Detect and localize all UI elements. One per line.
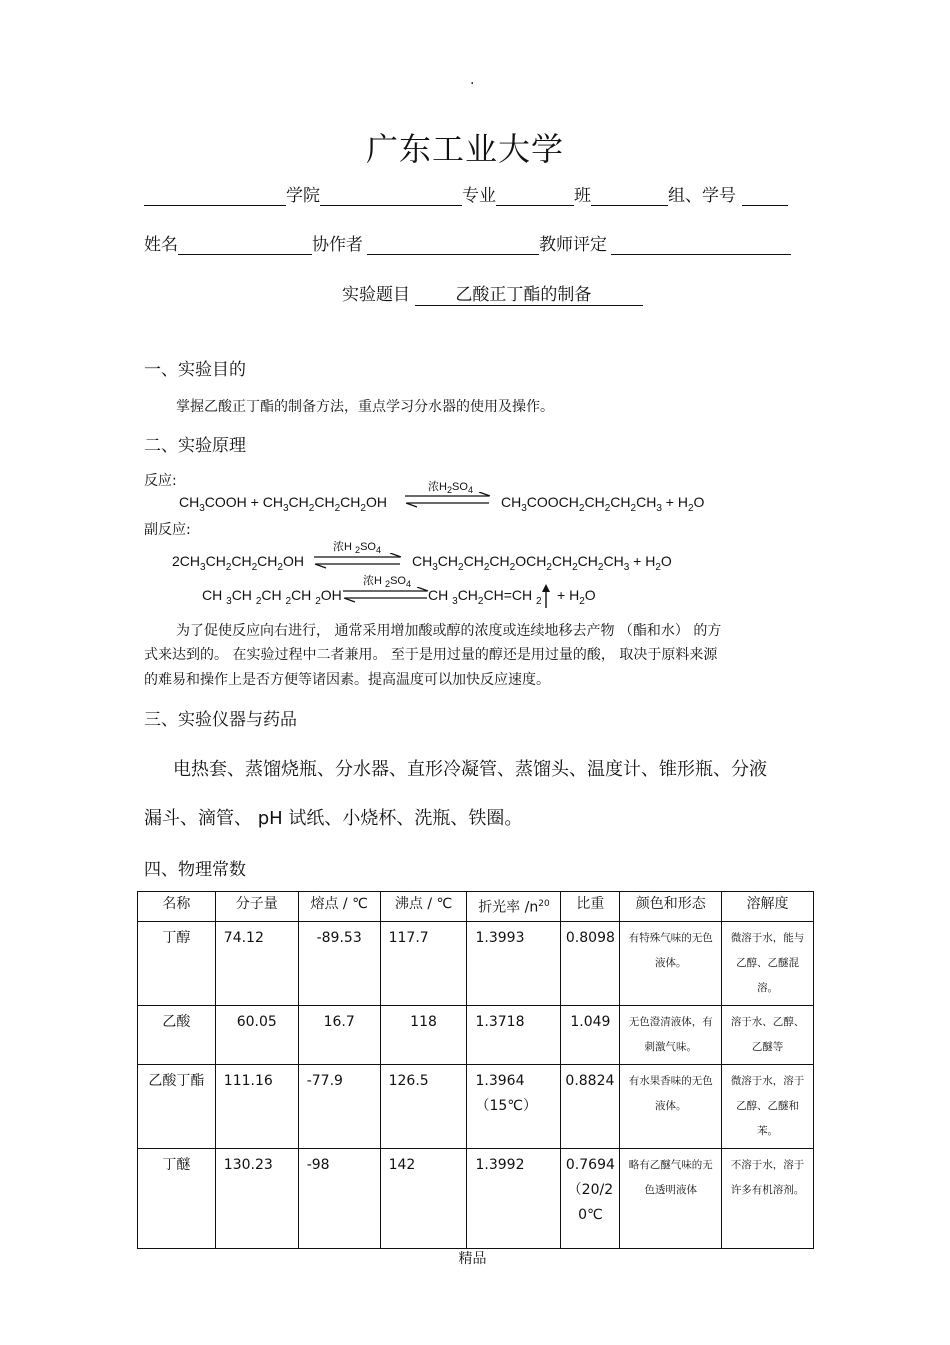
header-mw: 分子量 (215, 892, 298, 922)
cell-density: 0.8824 (561, 1064, 620, 1148)
cell-mp: -77.9 (298, 1064, 380, 1148)
side-reaction-label: 副反应: (144, 522, 191, 538)
cell-name: 丁醚 (138, 1148, 216, 1248)
catalyst-label-3: 浓H $_2SO_4$ (363, 575, 412, 590)
cell-mp: -89.53 (298, 921, 380, 1005)
section-1-title: 一、实验目的 (144, 360, 246, 380)
side-reaction-2-products: CH $_3CH_2CH=CH$ $_2$ (428, 587, 542, 607)
header-dot: . (470, 72, 475, 88)
topic-value: 乙酸正丁酯的制备 (415, 280, 643, 306)
cell-density: 1.049 (561, 1005, 620, 1064)
section-2-title: 二、实验原理 (144, 436, 246, 456)
section-4-title: 四、物理常数 (144, 860, 246, 880)
table-row (138, 921, 814, 1005)
equipment-line-2: 漏斗、滴管、 pH 试纸、小烧杯、洗瓶、铁圈。 (144, 808, 523, 829)
table-row (138, 1148, 814, 1248)
cell-density: 0.7694（20/20℃ (561, 1148, 620, 1248)
side-reaction-2-reactants: CH $_3$CH $_2$CH $_2$CH $_2$OH (202, 587, 342, 607)
cell-form: 有水果香味的无色液体。 (620, 1064, 722, 1148)
page-footer: 精品 (458, 1251, 487, 1267)
topic-label: 实验题目 (342, 285, 410, 305)
cell-density: 0.8098 (561, 921, 620, 1005)
cell-name: 乙酸 (138, 1005, 216, 1064)
catalyst-label-2: 浓H $_2SO_4$ (333, 541, 382, 556)
equilibrium-arrow-1 (403, 492, 493, 508)
cell-form: 有特殊气味的无色液体。 (620, 921, 722, 1005)
form-row-1 (144, 181, 788, 206)
cell-bp: 126.5 (380, 1064, 467, 1148)
header-density: 比重 (561, 892, 620, 922)
cell-mw: 60.05 (215, 1005, 298, 1064)
principle-line-3: 的难易和操作上是否方便等诸因素。提高温度可以加快反应速度。 (144, 672, 550, 688)
equilibrium-arrow-3 (341, 587, 431, 603)
cell-bp: 117.7 (380, 921, 467, 1005)
cell-name: 丁醇 (138, 921, 216, 1005)
form-row-2 (144, 230, 791, 255)
side-reaction-1-reactants: $2CH_3CH_2CH_2CH_2OH$ (172, 553, 304, 573)
cell-solubility: 微溶于水，能与乙醇、乙醚混溶。 (722, 921, 814, 1005)
cell-form: 无色澄清液体，有刺激气味。 (620, 1005, 722, 1064)
name-blank[interactable] (178, 236, 312, 255)
header-form: 颜色和形态 (620, 892, 722, 922)
header-refractive: 折光率 $/n^{20}$ (467, 892, 561, 922)
section-3-title: 三、实验仪器与药品 (144, 710, 297, 730)
cell-n: 1.3993 (467, 921, 561, 1005)
reaction-label: 反应: (144, 473, 177, 489)
side-reaction-1-products: $CH_3CH_2CH_2CH_2OCH_2CH_2CH_2CH_3 + H_2O$ (412, 553, 672, 573)
grade-label: 教师评定 (539, 235, 607, 255)
header-mp: 熔点 / ℃ (298, 892, 380, 922)
major-blank[interactable] (320, 187, 462, 206)
cell-mw: 111.16 (215, 1064, 298, 1148)
cell-bp: 118 (380, 1005, 467, 1064)
header-solubility: 溶解度 (722, 892, 814, 922)
equilibrium-arrow-2 (312, 553, 404, 569)
page-title: 广东工业大学 (365, 130, 564, 168)
cell-mp: 16.7 (298, 1005, 380, 1064)
section-1-text: 掌握乙酸正丁酯的制备方法，重点学习分水器的使用及操作。 (176, 399, 554, 415)
name-label: 姓名 (144, 235, 178, 255)
class-label: 班 (574, 186, 591, 206)
major-label: 专业 (462, 186, 496, 206)
college-label: 学院 (286, 186, 320, 206)
cell-solubility: 不溶于水，溶于许多有机溶剂。 (722, 1148, 814, 1248)
college-blank[interactable] (144, 187, 286, 206)
class-blank[interactable] (496, 187, 574, 206)
cell-mp: -98 (298, 1148, 380, 1248)
cell-n: 1.3718 (467, 1005, 561, 1064)
equipment-line-1: 电热套、蒸馏烧瓶、分水器、直形冷凝管、蒸馏头、温度计、锥形瓶、分液 (173, 759, 767, 780)
header-bp: 沸点 / ℃ (380, 892, 467, 922)
principle-line-1: 为了促使反应向右进行， 通常采用增加酸或醇的浓度或连续地移去产物 （酯和水） 的方 (176, 623, 722, 639)
experiment-topic (342, 280, 643, 306)
cell-n: 1.3964（15℃） (467, 1064, 561, 1148)
gas-up-arrow (540, 584, 552, 608)
cell-mw: 130.23 (215, 1148, 298, 1248)
cell-bp: 142 (380, 1148, 467, 1248)
group-id-label: 组、学号 (668, 186, 736, 206)
table-header-row (138, 892, 814, 922)
grade-blank[interactable] (611, 236, 791, 255)
main-reaction-reactants: $CH_3COOH + CH_3CH_2CH_2CH_2OH$ (179, 494, 387, 514)
cell-solubility: 微溶于水，溶于乙醇、乙醚和苯。 (722, 1064, 814, 1148)
cell-mw: 74.12 (215, 921, 298, 1005)
group-blank[interactable] (591, 187, 668, 206)
header-name: 名称 (138, 892, 216, 922)
partner-blank[interactable] (367, 236, 539, 255)
table-row (138, 1064, 814, 1148)
main-reaction-products: $CH_3COOCH_2CH_2CH_2CH_3 + H_2O$ (501, 494, 705, 514)
cell-n: 1.3992 (467, 1148, 561, 1248)
cell-form: 略有乙醚气味的无色透明液体 (620, 1148, 722, 1248)
physical-constants-table (137, 891, 814, 1249)
catalyst-label-1: 浓$H_2SO_4$ (428, 481, 474, 496)
cell-solubility: 溶于水、乙醇、乙醚等 (722, 1005, 814, 1064)
partner-label: 协作者 (312, 235, 363, 255)
principle-line-2: 式来达到的。 在实验过程中二者兼用。 至于是用过量的醇还是用过量的酸， 取决于原料来源 (144, 647, 718, 663)
student-id-blank[interactable] (742, 187, 788, 206)
cell-name: 乙酸丁酯 (138, 1064, 216, 1148)
side-reaction-2-water: + $H_2O$ (557, 587, 596, 607)
table-row (138, 1005, 814, 1064)
